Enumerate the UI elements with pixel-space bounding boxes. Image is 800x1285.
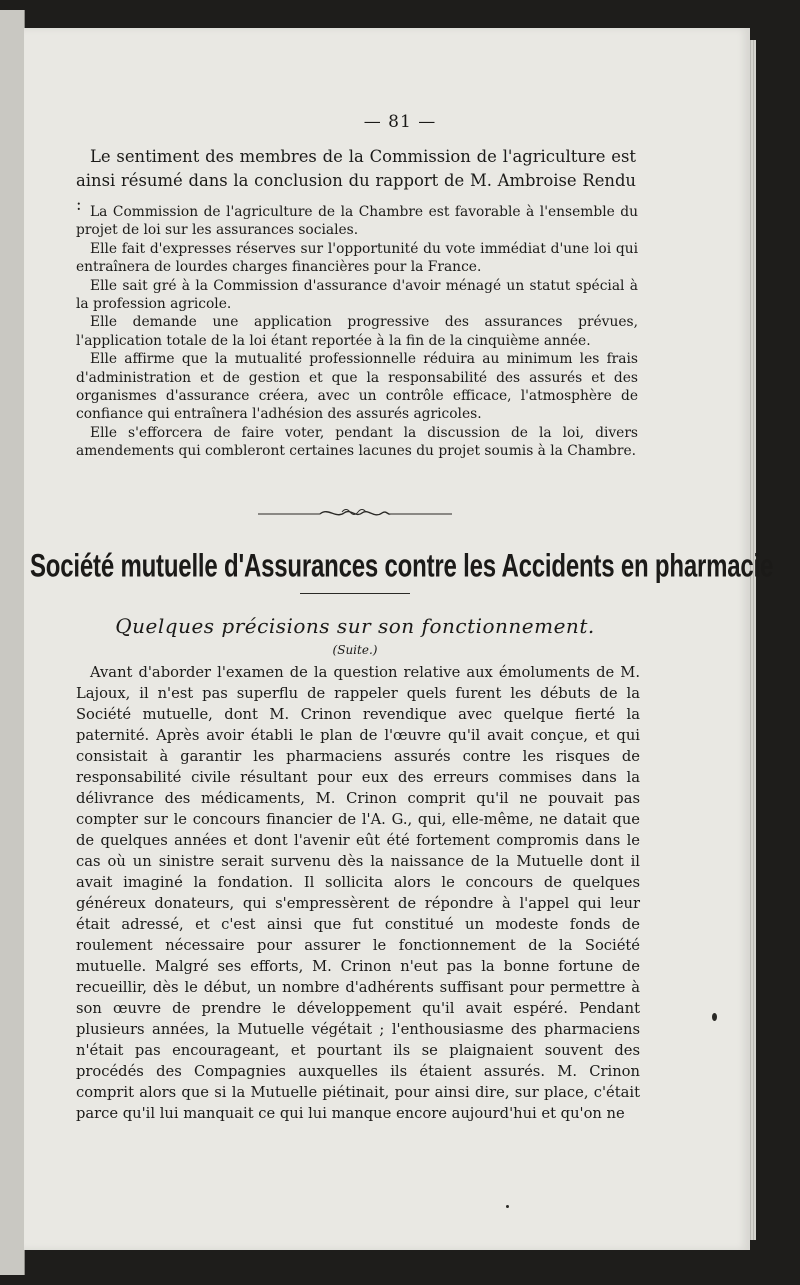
intro-text: Le sentiment des membres de la Commission de l'agriculture est ainsi résumé dans la conclusion du rapport de M. Ambroise Rendu :: [76, 147, 636, 214]
section-heading: Société mutuelle d'Assurances contre les Accidents en pharmacie: [30, 548, 774, 585]
quote-paragraph: Elle affirme que la mutualité professionnelle réduira au minimum les frais d'administration et de gestion et que la responsabilité des assurés et des organismes d'assurance créera, avec un contrôle efficace, l'atmosphère de confiance qui entraînera l'adhésion des assurés agricoles.: [76, 351, 638, 423]
commission-conclusion-quote: [76, 203, 638, 461]
quote-paragraph: La Commission de l'agriculture de la Chambre est favorable à l'ensemble du projet de loi sur les assurances sociales.: [76, 204, 638, 239]
decorative-ornament: [258, 505, 452, 521]
section-subheading: Quelques précisions sur son fonctionnement.: [115, 614, 595, 638]
heading-underline: [300, 593, 410, 594]
print-speck: [506, 1205, 509, 1208]
quote-paragraph: Elle demande une application progressive des assurances prévues, l'application totale de la loi étant reportée à la fin de la cinquième année.: [76, 314, 638, 349]
body-paragraph: Avant d'aborder l'examen de la question relative aux émoluments de M. Lajoux, il n'est pas superflu de rappeler quels furent les débuts de la Société mutuelle, dont M. Crinon revendique avec quelque fierté la paternité. Après avoir établi le plan de l'œuvre qu'il avait conçue, et qui consistait à garantir les pharmaciens assurés contre les risques de responsabilité civile résultant pour eux des erreurs commises dans la délivrance des médicaments, M. Crinon comprit qu'il ne pouvait pas compter sur le concours financier de l'A. G., qui, elle-même, ne datait que de quelques années et dont l'avenir eût été fortement compromis dans le cas où un sinistre serait survenu dès la naissance de la Mutuelle dont il avait imaginé la fondation. Il sollicita alors le concours de quelques généreux donateurs, qui s'empressèrent de répondre à l'appel qui leur était adressé, et c'est ainsi que fut constitué un modeste fonds de roulement nécessaire pour assurer le fonctionnement de la Société mutuelle. Malgré ses efforts, M. Crinon n'eut pas la bonne fortune de recueillir, dès le début, un nombre d'adhérents suffisant pour permettre à son œuvre de prendre le développement qu'il avait espéré. Pendant plusieurs années, la Mutuelle végétait ; l'enthousiasme des pharmaciens n'était pas encourageant, et pourtant ils se plaignaient souvent des procédés des Compagnies auxquelles ils étaient assurés. M. Crinon comprit alors que si la Mutuelle piétinait, pour ainsi dire, sur place, c'était parce qu'il lui manquait ce qui lui manque encore aujourd'hui et qu'on ne: [76, 664, 640, 1122]
continuation-note: (Suite.): [332, 643, 378, 657]
quote-paragraph: Elle sait gré à la Commission d'assurance d'avoir ménagé un statut spécial à la profession agricole.: [76, 277, 638, 313]
print-speck: [712, 1013, 717, 1021]
quote-paragraph: Elle fait d'expresses réserves sur l'opportunité du vote immédiat d'une loi qui entraînera de lourdes charges financières pour la France.: [76, 240, 638, 276]
quote-paragraph: Elle s'efforcera de faire voter, pendant la discussion de la loi, divers amendements qui combleront certaines lacunes du projet soumis à la Chambre.: [76, 424, 638, 460]
page-number: — 81 —: [363, 112, 437, 132]
article-body: [76, 662, 640, 1124]
